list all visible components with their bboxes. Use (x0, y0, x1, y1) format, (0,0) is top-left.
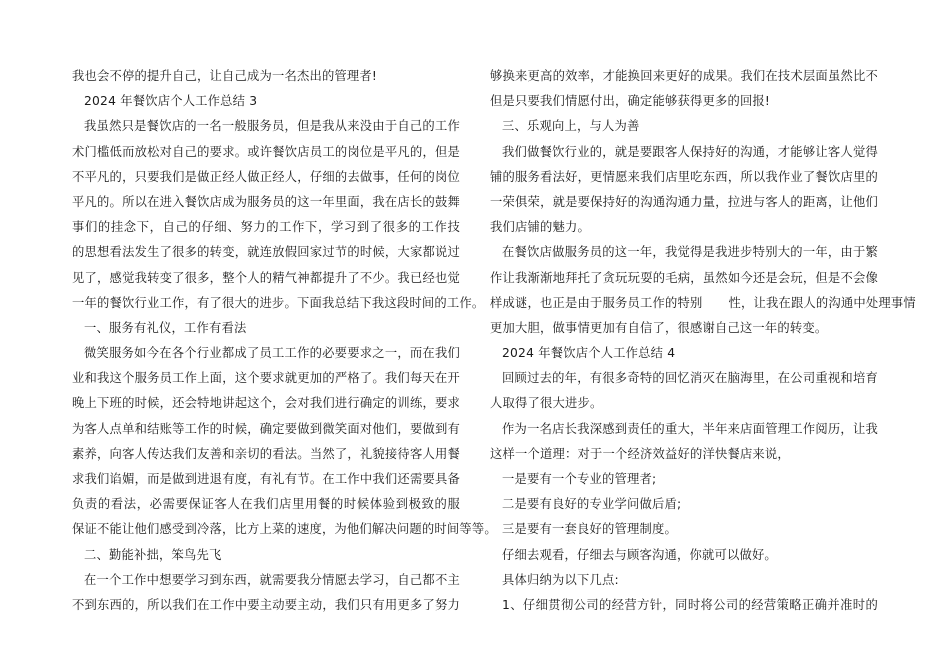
section-heading: 2024 年餐饮店个人工作总结 3 (84, 94, 258, 109)
text-line: 一是要有一个专业的管理者; (502, 472, 657, 486)
text-segment: 样成谜，也正是由于服务员工作的特别 (490, 295, 703, 310)
text-line: 不到东西的，所以我们在工作中要主动要主动，我们只有用更多了努力 (72, 597, 460, 612)
text-line: 的思想看法发生了很多的转变，就连放假回家过节的时候，大家都说过 (72, 245, 460, 260)
text-line: 晚上下班的时候，还会特地讲起这个，会对我们进行确定的训练，要求 (72, 396, 460, 411)
text-line: 我们店铺的魅力。 (490, 220, 590, 235)
text-line: 三是要有一套良好的管理制度。 (502, 522, 677, 537)
text-line: 二是要有良好的专业学问做后盾; (502, 497, 682, 512)
text-segment: 性，让我在跟人的沟通中处理事情 (728, 295, 916, 310)
text-line: 微笑服务如今在各个行业都成了员工工作的必要要求之一，而在我们 (84, 346, 460, 361)
text-line: 我也会不停的提升自己，让自己成为一名杰出的管理者! (72, 69, 378, 83)
text-line: 素养，向客人传达我们友善和亲切的看法。当然了，礼貌接待客人用餐 (72, 446, 460, 461)
text-line: 仔细去观看，仔细去与顾客沟通，你就可以做好。 (502, 547, 777, 562)
text-line: 术门槛低而放松对自己的要求。或许餐饮店员工的岗位是平凡的，但是 (72, 144, 460, 159)
text-line: 负责的看法，必需要保证客人在我们店里用餐的时候体验到极致的服 (72, 497, 460, 512)
text-line: 平凡的。所以在进入餐饮店成为服务员的这一年里面，我在店长的鼓舞 (72, 194, 460, 209)
text-line: 我们做餐饮行业的，就是要跟客人保持好的沟通，才能够让客人觉得 (502, 144, 878, 159)
text-line: 但是只要我们情愿付出，确定能够获得更多的回报! (490, 94, 771, 109)
section-heading: 三、乐观向上，与人为善 (502, 119, 640, 134)
text-line: 事们的挂念下，自己的仔细、努力的工作下，学习到了很多的工作技 (72, 220, 460, 235)
text-line: 一荣俱荣，就是要保持好的沟通沟通力量，拉进与客人的距离，让他们 (490, 194, 878, 209)
text-line: 不平凡的，只要我们是做正经人做正经人，仔细的去做事，任何的岗位 (72, 169, 460, 184)
left-column (72, 64, 497, 618)
text-line: 一年的餐饮行业工作，有了很大的进步。下面我总结下我这段时间的工作。 (72, 295, 485, 310)
text-line: 我虽然只是餐饮店的一名一般服务员，但是我从来没由于自己的工作 (84, 119, 460, 134)
text-line: 为客人点单和结账等工作的时候，确定要做到微笑面对他们，要做到有 (72, 421, 460, 436)
text-line (490, 291, 916, 316)
right-column (490, 64, 916, 618)
text-line: 保证不能让他们感受到冷落，比方上菜的速度，为他们解决问题的时间等等。 (72, 522, 497, 537)
section-heading: 2024 年餐饮店个人工作总结 4 (502, 346, 676, 361)
section-heading: 二、勤能补拙，笨鸟先飞 (84, 547, 222, 562)
text-line: 在一个工作中想要学习到东西，就需要我分情愿去学习，自己都不主 (84, 572, 460, 587)
text-line: 求我们谄媚，而是做到进退有度，有礼有节。在工作中我们还需要具备 (72, 472, 460, 486)
text-line: 具体归纳为以下几点: (502, 572, 619, 587)
text-line: 这样一个道理：对于一个经济效益好的洋快餐店来说， (490, 446, 790, 461)
text-line: 作让我渐渐地拜托了贪玩玩耍的毛病，虽然如今还是会玩，但是不会像 (490, 270, 878, 285)
text-line: 作为一名店长我深感到责任的重大，半年来店面管理工作阅历，让我 (502, 421, 878, 436)
text-line: 在餐饮店做服务员的这一年，我觉得是我进步特别大的一年，由于繁 (502, 245, 878, 260)
text-line: 铺的服务看法好，更情愿来我们店里吃东西，所以我作业了餐饮店里的 (490, 169, 878, 184)
text-line: 更加大胆，做事情更加有自信了，很感谢自己这一年的转变。 (490, 320, 828, 335)
text-line: 够换来更高的效率，才能换回来更好的成果。我们在技术层面虽然比不 (490, 69, 878, 83)
section-heading: 一、服务有礼仪，工作有看法 (84, 320, 247, 335)
text-line: 1、仔细贯彻公司的经营方针，同时将公司的经营策略正确并准时的 (502, 597, 878, 612)
text-line: 人取得了很大进步。 (490, 396, 603, 411)
text-line: 见了，感觉我转变了很多，整个人的精气神都提升了不少。我已经也觉 (72, 270, 460, 285)
text-line: 业和我这个服务员工作上面，这个要求就更加的严格了。我们每天在开 (72, 371, 460, 386)
text-line: 回顾过去的年，有很多奇特的回忆消灭在脑海里，在公司重视和培育 (502, 371, 878, 386)
